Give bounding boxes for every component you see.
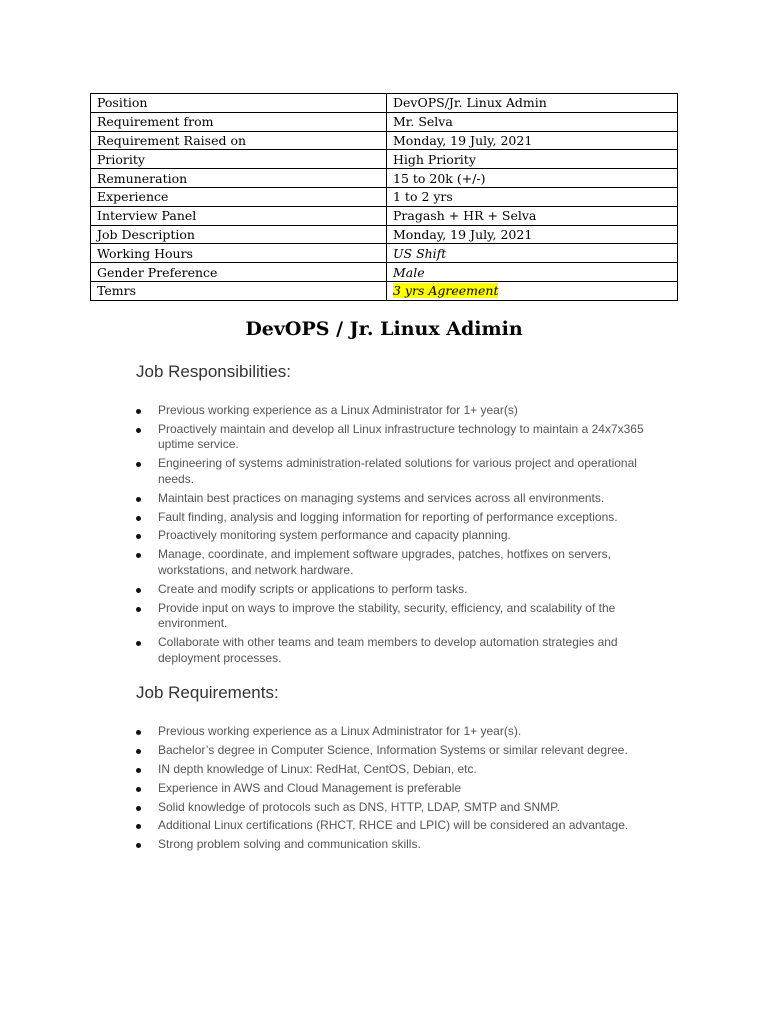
row-value: High Priority (387, 150, 678, 169)
bullet-dot-icon (136, 409, 141, 414)
table-row (91, 263, 678, 282)
bullet-dot-icon (136, 806, 141, 811)
list-item-text: Bachelor’s degree in Computer Science, Information Systems or similar relevant degree. (158, 742, 628, 757)
row-value: DevOPS/Jr. Linux Admin (387, 94, 678, 113)
list-item-text: Fault finding, analysis and logging information for reporting of performance exceptions. (158, 509, 618, 524)
row-label: Experience (91, 187, 387, 206)
table-row (91, 112, 678, 131)
bullet-dot-icon (136, 824, 141, 829)
bullet-dot-icon (136, 768, 141, 773)
list-item (136, 837, 676, 853)
list-item (136, 800, 676, 816)
list-item-text: Collaborate with other teams and team members to develop automation strategies and deployment processes. (158, 635, 618, 665)
row-value: Mr. Selva (387, 112, 678, 131)
row-value: Monday, 19 July, 2021 (387, 131, 678, 150)
list-item-text: Strong problem solving and communication skills. (158, 837, 421, 852)
table-row (91, 131, 678, 150)
row-value: Male (387, 263, 678, 282)
list-item-text: Previous working experience as a Linux Administrator for 1+ year(s) (158, 403, 518, 417)
table-row (91, 225, 678, 244)
requirements-heading: Job Requirements: (136, 683, 279, 702)
document-title: DevOPS / Jr. Linux Adimin (245, 318, 523, 340)
row-value: US Shift (387, 244, 678, 263)
list-item (136, 582, 676, 598)
row-value: 15 to 20k (+/-) (387, 169, 678, 188)
list-item-text: Maintain best practices on managing systems and services across all environments. (158, 490, 605, 505)
table-row (91, 281, 678, 300)
job-info-table (90, 93, 678, 301)
list-item (136, 547, 676, 578)
responsibilities-list (136, 403, 676, 669)
list-item-text: Previous working experience as a Linux Administrator for 1+ year(s). (158, 724, 522, 738)
list-item-text: Engineering of systems administration-related solutions for various project and operational needs. (158, 456, 637, 486)
bullet-dot-icon (136, 534, 141, 539)
row-value: Pragash + HR + Selva (387, 206, 678, 225)
list-item (136, 456, 676, 487)
bullet-dot-icon (136, 462, 141, 467)
table-row (91, 169, 678, 188)
list-item (136, 762, 676, 778)
row-label: Requirement from (91, 112, 387, 131)
requirements-list (136, 724, 676, 856)
bullet-dot-icon (136, 607, 141, 612)
list-item-text: Proactively maintain and develop all Linux infrastructure technology to maintain a 24x7x365 uptime service. (158, 421, 644, 452)
list-item (136, 422, 676, 453)
table-row (91, 150, 678, 169)
bullet-dot-icon (136, 787, 141, 792)
bullet-dot-icon (136, 843, 141, 848)
bullet-dot-icon (136, 730, 141, 735)
list-item (136, 724, 676, 740)
bullet-dot-icon (136, 428, 141, 433)
bullet-dot-icon (136, 641, 141, 646)
row-label: Working Hours (91, 244, 387, 263)
row-value-highlighted (387, 281, 678, 300)
list-item (136, 818, 676, 834)
table-row (91, 94, 678, 113)
row-label: Requirement Raised on (91, 131, 387, 150)
table-row (91, 187, 678, 206)
bullet-dot-icon (136, 497, 141, 502)
row-value: Monday, 19 July, 2021 (387, 225, 678, 244)
list-item (136, 635, 676, 666)
row-label: Position (91, 94, 387, 113)
list-item-text: IN depth knowledge of Linux: RedHat, CentOS, Debian, etc. (158, 761, 477, 776)
list-item (136, 743, 676, 759)
list-item-text: Additional Linux certifications (RHCT, RHCE and LPIC) will be considered an advantage. (158, 818, 629, 833)
responsibilities-heading: Job Responsibilities: (136, 362, 291, 381)
bullet-dot-icon (136, 516, 141, 521)
bullet-dot-icon (136, 553, 141, 558)
bullet-dot-icon (136, 588, 141, 593)
list-item (136, 510, 676, 526)
list-item-text: Proactively monitoring system performance and capacity planning. (158, 528, 511, 543)
list-item-text: Experience in AWS and Cloud Management is preferable (158, 780, 462, 795)
list-item (136, 491, 676, 507)
row-label: Interview Panel (91, 206, 387, 225)
list-item (136, 528, 676, 544)
row-label: Temrs (91, 281, 387, 300)
list-item (136, 601, 676, 632)
list-item (136, 403, 676, 419)
row-label: Job Description (91, 225, 387, 244)
list-item (136, 781, 676, 797)
bullet-dot-icon (136, 749, 141, 754)
row-value: 1 to 2 yrs (387, 187, 678, 206)
row-label: Priority (91, 150, 387, 169)
row-label: Gender Preference (91, 263, 387, 282)
list-item-text: Manage, coordinate, and implement software upgrades, patches, hotfixes on servers, workstations, and network hardware. (158, 547, 611, 577)
list-item-text: Solid knowledge of protocols such as DNS, HTTP, LDAP, SMTP and SNMP. (158, 799, 560, 814)
list-item-text: Create and modify scripts or applications to perform tasks. (158, 581, 468, 596)
table-row (91, 206, 678, 225)
highlighted-text: 3 yrs Agreement (393, 283, 499, 299)
table-row (91, 244, 678, 263)
list-item-text: Provide input on ways to improve the stability, security, efficiency, and scalability of the environment. (158, 600, 616, 631)
row-label: Remuneration (91, 169, 387, 188)
